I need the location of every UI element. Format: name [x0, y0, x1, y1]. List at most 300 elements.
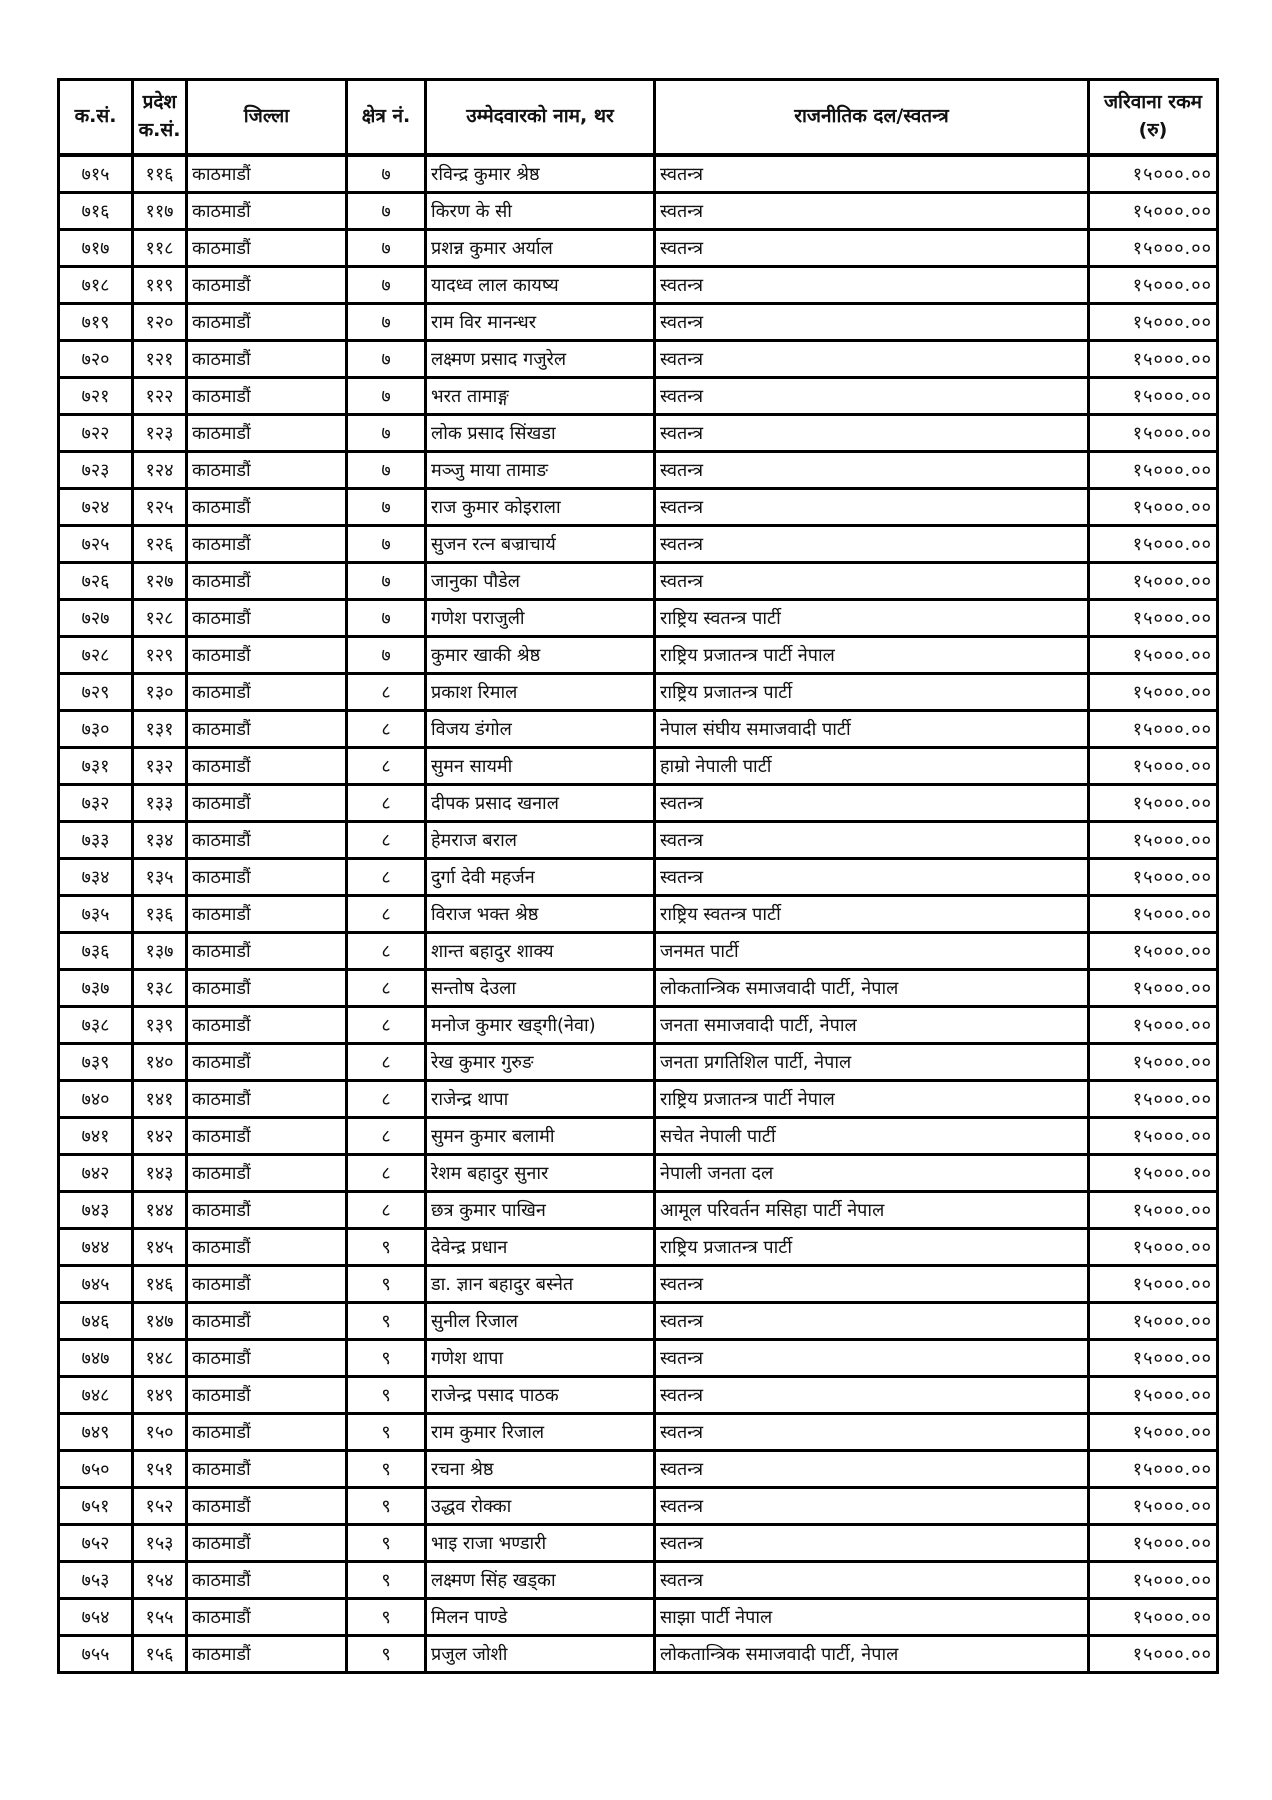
cell-serial-number: ७२४ [59, 489, 133, 526]
cell-candidate-name: रेशम बहादुर सुनार [426, 1155, 655, 1192]
table-row [59, 1525, 1218, 1562]
cell-candidate-name: लक्ष्मण सिंह खड्का [426, 1562, 655, 1599]
table-row [59, 970, 1218, 1007]
cell-candidate-name: उद्धव रोक्का [426, 1488, 655, 1525]
candidate-fine-table [57, 78, 1219, 1674]
cell-constituency-number: ९ [347, 1562, 426, 1599]
table-row [59, 1007, 1218, 1044]
table-row [59, 341, 1218, 378]
table-row [59, 1562, 1218, 1599]
table-row [59, 785, 1218, 822]
cell-serial-number: ७४५ [59, 1266, 133, 1303]
cell-candidate-name: भरत तामाङ्ग [426, 378, 655, 415]
cell-district: काठमाडौं [187, 1525, 347, 1562]
cell-candidate-name: राम कुमार रिजाल [426, 1414, 655, 1451]
cell-district: काठमाडौं [187, 526, 347, 563]
cell-constituency-number: ९ [347, 1599, 426, 1636]
cell-district: काठमाडौं [187, 748, 347, 785]
cell-serial-number: ७४६ [59, 1303, 133, 1340]
cell-district: काठमाडौं [187, 1636, 347, 1673]
cell-district: काठमाडौं [187, 600, 347, 637]
cell-candidate-name: डा. ज्ञान बहादुर बस्नेत [426, 1266, 655, 1303]
cell-fine-amount: १५०००.०० [1089, 748, 1218, 785]
cell-fine-amount: १५०००.०० [1089, 563, 1218, 600]
cell-constituency-number: ९ [347, 1414, 426, 1451]
cell-constituency-number: ८ [347, 970, 426, 1007]
cell-province-serial: १३४ [133, 822, 187, 859]
cell-province-serial: १४३ [133, 1155, 187, 1192]
cell-party: स्वतन्त्र [655, 304, 1089, 341]
cell-fine-amount: १५०००.०० [1089, 1451, 1218, 1488]
cell-candidate-name: विजय डंगोल [426, 711, 655, 748]
cell-fine-amount: १५०००.०० [1089, 415, 1218, 452]
cell-district: काठमाडौं [187, 1266, 347, 1303]
cell-province-serial: १३३ [133, 785, 187, 822]
cell-province-serial: १२९ [133, 637, 187, 674]
cell-province-serial: ११७ [133, 193, 187, 230]
cell-province-serial: १४० [133, 1044, 187, 1081]
cell-fine-amount: १५०००.०० [1089, 155, 1218, 193]
cell-district: काठमाडौं [187, 267, 347, 304]
cell-candidate-name: राजेन्द्र थापा [426, 1081, 655, 1118]
cell-constituency-number: ७ [347, 155, 426, 193]
cell-party: स्वतन्त्र [655, 267, 1089, 304]
cell-district: काठमाडौं [187, 970, 347, 1007]
cell-candidate-name: हेमराज बराल [426, 822, 655, 859]
cell-constituency-number: ९ [347, 1525, 426, 1562]
cell-party: राष्ट्रिय प्रजातन्त्र पार्टी नेपाल [655, 1081, 1089, 1118]
cell-serial-number: ७३७ [59, 970, 133, 1007]
cell-serial-number: ७५४ [59, 1599, 133, 1636]
cell-serial-number: ७१७ [59, 230, 133, 267]
cell-party: राष्ट्रिय प्रजातन्त्र पार्टी [655, 674, 1089, 711]
header-political-party: राजनीतिक दल/स्वतन्त्र [655, 80, 1089, 156]
cell-fine-amount: १५०००.०० [1089, 526, 1218, 563]
cell-province-serial: १३० [133, 674, 187, 711]
header-serial-number: क.सं. [59, 80, 133, 156]
cell-party: स्वतन्त्र [655, 859, 1089, 896]
cell-party: राष्ट्रिय स्वतन्त्र पार्टी [655, 896, 1089, 933]
cell-district: काठमाडौं [187, 1081, 347, 1118]
table-row [59, 1192, 1218, 1229]
table-row [59, 600, 1218, 637]
cell-candidate-name: मञ्जु माया तामाङ [426, 452, 655, 489]
cell-serial-number: ७४३ [59, 1192, 133, 1229]
cell-constituency-number: ८ [347, 1007, 426, 1044]
cell-province-serial: ११९ [133, 267, 187, 304]
cell-party: राष्ट्रिय प्रजातन्त्र पार्टी [655, 1229, 1089, 1266]
cell-party: जनमत पार्टी [655, 933, 1089, 970]
cell-district: काठमाडौं [187, 193, 347, 230]
table-row [59, 230, 1218, 267]
cell-district: काठमाडौं [187, 1303, 347, 1340]
cell-constituency-number: ९ [347, 1451, 426, 1488]
cell-party: स्वतन्त्र [655, 415, 1089, 452]
cell-candidate-name: यादध्व लाल कायष्य [426, 267, 655, 304]
cell-party: स्वतन्त्र [655, 1451, 1089, 1488]
cell-serial-number: ७३९ [59, 1044, 133, 1081]
cell-province-serial: १२० [133, 304, 187, 341]
cell-serial-number: ७४९ [59, 1414, 133, 1451]
cell-province-serial: १३९ [133, 1007, 187, 1044]
cell-district: काठमाडौं [187, 1118, 347, 1155]
cell-district: काठमाडौं [187, 563, 347, 600]
cell-constituency-number: ९ [347, 1488, 426, 1525]
cell-province-serial: ११८ [133, 230, 187, 267]
table-row [59, 1451, 1218, 1488]
cell-serial-number: ७२२ [59, 415, 133, 452]
cell-party: राष्ट्रिय प्रजातन्त्र पार्टी नेपाल [655, 637, 1089, 674]
cell-district: काठमाडौं [187, 341, 347, 378]
cell-province-serial: १५० [133, 1414, 187, 1451]
cell-district: काठमाडौं [187, 1562, 347, 1599]
cell-serial-number: ७१६ [59, 193, 133, 230]
cell-constituency-number: ८ [347, 1155, 426, 1192]
cell-district: काठमाडौं [187, 1377, 347, 1414]
table-row [59, 822, 1218, 859]
header-district: जिल्ला [187, 80, 347, 156]
cell-district: काठमाडौं [187, 1229, 347, 1266]
table-row [59, 1044, 1218, 1081]
cell-fine-amount: १५०००.०० [1089, 674, 1218, 711]
table-header [59, 80, 1218, 156]
cell-fine-amount: १५०००.०० [1089, 1044, 1218, 1081]
cell-constituency-number: ८ [347, 1044, 426, 1081]
cell-fine-amount: १५०००.०० [1089, 1525, 1218, 1562]
table-row [59, 526, 1218, 563]
cell-district: काठमाडौं [187, 933, 347, 970]
cell-serial-number: ७३० [59, 711, 133, 748]
header-province-serial-line1: प्रदेश [142, 91, 177, 114]
cell-candidate-name: सुमन सायमी [426, 748, 655, 785]
cell-candidate-name: दुर्गा देवी महर्जन [426, 859, 655, 896]
cell-district: काठमाडौं [187, 1599, 347, 1636]
cell-candidate-name: छत्र कुमार पाखिन [426, 1192, 655, 1229]
cell-district: काठमाडौं [187, 415, 347, 452]
cell-district: काठमाडौं [187, 378, 347, 415]
cell-district: काठमाडौं [187, 785, 347, 822]
table-row [59, 304, 1218, 341]
cell-district: काठमाडौं [187, 1007, 347, 1044]
cell-candidate-name: गणेश थापा [426, 1340, 655, 1377]
cell-party: स्वतन्त्र [655, 378, 1089, 415]
cell-province-serial: १२६ [133, 526, 187, 563]
cell-district: काठमाडौं [187, 1488, 347, 1525]
cell-party: स्वतन्त्र [655, 489, 1089, 526]
cell-serial-number: ७५१ [59, 1488, 133, 1525]
cell-party: आमूल परिवर्तन मसिहा पार्टी नेपाल [655, 1192, 1089, 1229]
cell-constituency-number: ७ [347, 230, 426, 267]
cell-serial-number: ७३८ [59, 1007, 133, 1044]
header-fine-amount-line2: (रु) [1138, 119, 1168, 141]
cell-fine-amount: १५०००.०० [1089, 489, 1218, 526]
cell-fine-amount: १५०००.०० [1089, 230, 1218, 267]
cell-fine-amount: १५०००.०० [1089, 1303, 1218, 1340]
cell-candidate-name: सुमन कुमार बलामी [426, 1118, 655, 1155]
cell-fine-amount: १५०००.०० [1089, 1007, 1218, 1044]
cell-constituency-number: ८ [347, 1192, 426, 1229]
cell-candidate-name: कुमार खाकी श्रेष्ठ [426, 637, 655, 674]
table-row [59, 1599, 1218, 1636]
cell-party: जनता समाजवादी पार्टी, नेपाल [655, 1007, 1089, 1044]
table-row [59, 563, 1218, 600]
cell-party: राष्ट्रिय स्वतन्त्र पार्टी [655, 600, 1089, 637]
cell-constituency-number: ८ [347, 1081, 426, 1118]
cell-constituency-number: ९ [347, 1229, 426, 1266]
cell-province-serial: १२७ [133, 563, 187, 600]
cell-province-serial: १४४ [133, 1192, 187, 1229]
cell-serial-number: ७२० [59, 341, 133, 378]
table-row [59, 1340, 1218, 1377]
cell-province-serial: १२३ [133, 415, 187, 452]
table-row [59, 1229, 1218, 1266]
header-province-serial [133, 80, 187, 156]
cell-serial-number: ७२३ [59, 452, 133, 489]
table-row [59, 1488, 1218, 1525]
cell-fine-amount: १५०००.०० [1089, 933, 1218, 970]
table-row [59, 155, 1218, 193]
header-fine-amount [1089, 80, 1218, 156]
header-candidate-name: उम्मेदवारको नाम, थर [426, 80, 655, 156]
table-row [59, 711, 1218, 748]
cell-party: स्वतन्त्र [655, 230, 1089, 267]
header-province-serial-line2: क.सं. [138, 119, 181, 141]
cell-candidate-name: दीपक प्रसाद खनाल [426, 785, 655, 822]
cell-serial-number: ७४० [59, 1081, 133, 1118]
cell-province-serial: १३२ [133, 748, 187, 785]
cell-candidate-name: गणेश पराजुली [426, 600, 655, 637]
cell-province-serial: १३८ [133, 970, 187, 1007]
cell-district: काठमाडौं [187, 822, 347, 859]
cell-serial-number: ७३२ [59, 785, 133, 822]
cell-district: काठमाडौं [187, 711, 347, 748]
table-row [59, 1118, 1218, 1155]
table-row [59, 415, 1218, 452]
header-row [59, 80, 1218, 156]
cell-constituency-number: ७ [347, 341, 426, 378]
cell-candidate-name: देवेन्द्र प्रधान [426, 1229, 655, 1266]
cell-candidate-name: राजेन्द्र पसाद पाठक [426, 1377, 655, 1414]
cell-serial-number: ७३३ [59, 822, 133, 859]
cell-serial-number: ७२६ [59, 563, 133, 600]
cell-candidate-name: लोक प्रसाद सिंखडा [426, 415, 655, 452]
cell-candidate-name: सन्तोष देउला [426, 970, 655, 1007]
cell-province-serial: १२५ [133, 489, 187, 526]
cell-province-serial: १५५ [133, 1599, 187, 1636]
cell-party: स्वतन्त्र [655, 1377, 1089, 1414]
cell-serial-number: ७२५ [59, 526, 133, 563]
cell-province-serial: १५६ [133, 1636, 187, 1673]
cell-party: साझा पार्टी नेपाल [655, 1599, 1089, 1636]
cell-province-serial: १२८ [133, 600, 187, 637]
cell-constituency-number: ७ [347, 600, 426, 637]
cell-fine-amount: १५०००.०० [1089, 1488, 1218, 1525]
cell-province-serial: १४६ [133, 1266, 187, 1303]
cell-fine-amount: १५०००.०० [1089, 896, 1218, 933]
cell-province-serial: १५२ [133, 1488, 187, 1525]
cell-constituency-number: ७ [347, 526, 426, 563]
cell-fine-amount: १५०००.०० [1089, 1340, 1218, 1377]
cell-fine-amount: १५०००.०० [1089, 1266, 1218, 1303]
cell-constituency-number: ९ [347, 1266, 426, 1303]
cell-fine-amount: १५०००.०० [1089, 1377, 1218, 1414]
cell-district: काठमाडौं [187, 230, 347, 267]
cell-party: स्वतन्त्र [655, 452, 1089, 489]
cell-party: स्वतन्त्र [655, 526, 1089, 563]
cell-fine-amount: १५०००.०० [1089, 1636, 1218, 1673]
cell-district: काठमाडौं [187, 304, 347, 341]
cell-constituency-number: ८ [347, 785, 426, 822]
cell-constituency-number: ९ [347, 1303, 426, 1340]
cell-fine-amount: १५०००.०० [1089, 785, 1218, 822]
cell-district: काठमाडौं [187, 1414, 347, 1451]
cell-serial-number: ७२१ [59, 378, 133, 415]
table-row [59, 452, 1218, 489]
cell-party: स्वतन्त्र [655, 785, 1089, 822]
cell-fine-amount: १५०००.०० [1089, 1562, 1218, 1599]
cell-fine-amount: १५०००.०० [1089, 1414, 1218, 1451]
cell-party: स्वतन्त्र [655, 155, 1089, 193]
cell-candidate-name: भाइ राजा भण्डारी [426, 1525, 655, 1562]
cell-constituency-number: ९ [347, 1377, 426, 1414]
cell-candidate-name: प्रशन्न कुमार अर्याल [426, 230, 655, 267]
cell-constituency-number: ७ [347, 415, 426, 452]
cell-serial-number: ७३५ [59, 896, 133, 933]
table-row [59, 1266, 1218, 1303]
table-row [59, 1155, 1218, 1192]
table-row [59, 378, 1218, 415]
cell-party: स्वतन्त्र [655, 563, 1089, 600]
cell-fine-amount: १५०००.०० [1089, 1599, 1218, 1636]
cell-fine-amount: १५०००.०० [1089, 859, 1218, 896]
cell-party: स्वतन्त्र [655, 1414, 1089, 1451]
cell-party: नेपाल संघीय समाजवादी पार्टी [655, 711, 1089, 748]
cell-party: स्वतन्त्र [655, 193, 1089, 230]
table-body [59, 155, 1218, 1673]
cell-party: लोकतान्त्रिक समाजवादी पार्टी, नेपाल [655, 970, 1089, 1007]
cell-fine-amount: १५०००.०० [1089, 341, 1218, 378]
cell-candidate-name: लक्ष्मण प्रसाद गजुरेल [426, 341, 655, 378]
cell-province-serial: १२२ [133, 378, 187, 415]
cell-serial-number: ७१५ [59, 155, 133, 193]
cell-district: काठमाडौं [187, 1155, 347, 1192]
cell-serial-number: ७२८ [59, 637, 133, 674]
cell-constituency-number: ७ [347, 452, 426, 489]
cell-party: स्वतन्त्र [655, 1303, 1089, 1340]
cell-serial-number: ७५० [59, 1451, 133, 1488]
cell-province-serial: १३५ [133, 859, 187, 896]
cell-district: काठमाडौं [187, 859, 347, 896]
table-row [59, 1377, 1218, 1414]
cell-district: काठमाडौं [187, 155, 347, 193]
cell-serial-number: ७२९ [59, 674, 133, 711]
cell-party: स्वतन्त्र [655, 822, 1089, 859]
cell-province-serial: १४९ [133, 1377, 187, 1414]
cell-party: लोकतान्त्रिक समाजवादी पार्टी, नेपाल [655, 1636, 1089, 1673]
cell-district: काठमाडौं [187, 489, 347, 526]
cell-constituency-number: ७ [347, 193, 426, 230]
cell-district: काठमाडौं [187, 896, 347, 933]
cell-serial-number: ७१८ [59, 267, 133, 304]
cell-serial-number: ७२७ [59, 600, 133, 637]
cell-serial-number: ७५३ [59, 1562, 133, 1599]
cell-fine-amount: १५०००.०० [1089, 1155, 1218, 1192]
table-row [59, 489, 1218, 526]
cell-constituency-number: ८ [347, 859, 426, 896]
cell-constituency-number: ९ [347, 1636, 426, 1673]
header-fine-amount-line1: जरिवाना रकम [1103, 91, 1203, 114]
cell-constituency-number: ८ [347, 822, 426, 859]
table-row [59, 1414, 1218, 1451]
cell-serial-number: ७४१ [59, 1118, 133, 1155]
cell-candidate-name: राम विर मानन्धर [426, 304, 655, 341]
cell-party: स्वतन्त्र [655, 1525, 1089, 1562]
cell-party: स्वतन्त्र [655, 1488, 1089, 1525]
cell-constituency-number: ७ [347, 304, 426, 341]
cell-party: सचेत नेपाली पार्टी [655, 1118, 1089, 1155]
cell-serial-number: ७५२ [59, 1525, 133, 1562]
cell-candidate-name: रेख कुमार गुरुङ [426, 1044, 655, 1081]
table-row [59, 267, 1218, 304]
cell-constituency-number: ९ [347, 1340, 426, 1377]
cell-candidate-name: मनोज कुमार खड्गी(नेवा) [426, 1007, 655, 1044]
table-row [59, 896, 1218, 933]
cell-party: स्वतन्त्र [655, 341, 1089, 378]
cell-serial-number: ७१९ [59, 304, 133, 341]
cell-candidate-name: सुजन रत्न बज्राचार्य [426, 526, 655, 563]
cell-province-serial: १५१ [133, 1451, 187, 1488]
cell-serial-number: ७३६ [59, 933, 133, 970]
cell-serial-number: ७४२ [59, 1155, 133, 1192]
cell-candidate-name: प्रकाश रिमाल [426, 674, 655, 711]
cell-fine-amount: १५०००.०० [1089, 822, 1218, 859]
cell-candidate-name: शान्त बहादुर शाक्य [426, 933, 655, 970]
cell-province-serial: १४८ [133, 1340, 187, 1377]
cell-serial-number: ७३४ [59, 859, 133, 896]
cell-district: काठमाडौं [187, 674, 347, 711]
cell-candidate-name: रविन्द्र कुमार श्रेष्ठ [426, 155, 655, 193]
cell-fine-amount: १५०००.०० [1089, 637, 1218, 674]
cell-province-serial: १२४ [133, 452, 187, 489]
cell-district: काठमाडौं [187, 1044, 347, 1081]
cell-party: नेपाली जनता दल [655, 1155, 1089, 1192]
table-row [59, 193, 1218, 230]
cell-candidate-name: रचना श्रेष्ठ [426, 1451, 655, 1488]
cell-party: हाम्रो नेपाली पार्टी [655, 748, 1089, 785]
cell-candidate-name: राज कुमार कोइराला [426, 489, 655, 526]
cell-constituency-number: ८ [347, 933, 426, 970]
cell-party: जनता प्रगतिशिल पार्टी, नेपाल [655, 1044, 1089, 1081]
table-row [59, 1303, 1218, 1340]
cell-fine-amount: १५०००.०० [1089, 1229, 1218, 1266]
cell-fine-amount: १५०००.०० [1089, 304, 1218, 341]
cell-fine-amount: १५०००.०० [1089, 600, 1218, 637]
cell-constituency-number: ७ [347, 378, 426, 415]
cell-fine-amount: १५०००.०० [1089, 452, 1218, 489]
cell-fine-amount: १५०००.०० [1089, 267, 1218, 304]
cell-constituency-number: ८ [347, 748, 426, 785]
table-row [59, 933, 1218, 970]
table-row [59, 1636, 1218, 1673]
cell-province-serial: ११६ [133, 155, 187, 193]
header-constituency-number: क्षेत्र नं. [347, 80, 426, 156]
cell-district: काठमाडौं [187, 1451, 347, 1488]
cell-candidate-name: विराज भक्त श्रेष्ठ [426, 896, 655, 933]
cell-province-serial: १३६ [133, 896, 187, 933]
cell-province-serial: १५३ [133, 1525, 187, 1562]
cell-candidate-name: प्रजुल जोशी [426, 1636, 655, 1673]
cell-serial-number: ७५५ [59, 1636, 133, 1673]
